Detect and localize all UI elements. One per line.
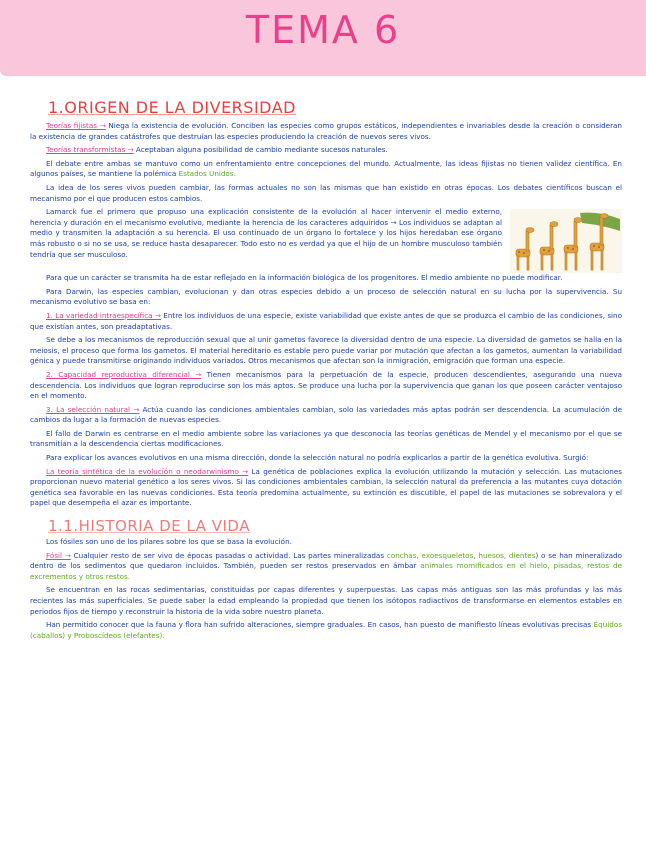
paragraph-sintetica: [30, 467, 622, 509]
fosil-highlight-1: conchas, exoesqueletos, huesos, dientes: [386, 550, 536, 560]
lamarck-block: [30, 207, 622, 273]
term-transformistas: Teorías transformistas →: [46, 145, 134, 155]
paragraph-fosiles-intro: Los fósiles son uno de los pilares sobre los que se basa la evolución.: [46, 537, 292, 547]
paragraph-fosil: [30, 551, 622, 583]
paragraph-darwin: Para Darwin, las especies cambian, evolucionan y dan otras especies debido a un proceso de selección natural en su lucha por la supervivencia. Su mecanismo evolutivo se basa en:: [30, 286, 622, 307]
transformistas-text: Aceptaban alguna posibilidad de cambio mediante sucesos naturales.: [133, 145, 388, 155]
fauna-highlight: Équidos (caballos) y Proboscídeos (elefantes).: [30, 620, 622, 640]
seleccion-text: Actúa cuando las condiciones ambientales cambian, solo las variedades más aptas podrán ser descendencia. La acumulación de cambios da lugar a la formación de nuevas especies.: [30, 404, 622, 425]
term-seleccion: 3. La selección natural →: [46, 404, 140, 414]
giraffes-illustration: [510, 209, 622, 273]
section-heading-history: 1.1.HISTORIA DE LA VIDA: [48, 517, 250, 536]
fosil-text: Cualquier resto de ser vivo de épocas pasadas o actividad. Las partes mineralizadas: [70, 550, 387, 560]
term-fijistas: Teorías fijistas →: [46, 121, 106, 130]
paragraph-rocas: Se encuentran en las rocas sedimentarias, constituidas por capas diferentes y superpuestas. Las capas más antiguas son las más profundas y las más recientes las más superficiales. Se puede saber la edad empleando la propiedad que tienen los isótopos radiactivos de transformarse en elementos estables en periodos fijos de tiempo y reconstruir la historia de la vida sobre nuestro planeta.: [30, 585, 622, 616]
capacidad-text: Tienen mecanismos para la perpetuación de la especie, producen descendientes, asegurando una nueva descendencia. Los individuos que logran reproducirse son los más aptos. Se produce una lucha por la supervivencia que ganan los que poseen carácter ventajoso en el momento.: [30, 369, 622, 401]
paragraph-explicar: Para explicar los avances evolutivos en una misma dirección, donde la selección natural no podría explicarlos a partir de la genética evolutiva. Surgió:: [46, 453, 589, 463]
fauna-text: Han permitido conocer que la fauna y flora han sufrido alteraciones, siempre graduales. En casos, han puesto de manifiesto líneas evolutivas precisas: [46, 620, 594, 630]
section-heading-origin: 1.ORIGEN DE LA DIVERSIDAD: [48, 98, 296, 117]
paragraph-fallo: El fallo de Darwin es centrarse en el medio ambiente sobre las variaciones ya que desconocía las teorías genéticas de Mendel y el mecanismo por el que se transmitían a la descendencia ciertas modificaciones.: [30, 428, 622, 449]
fosil-text-2: ) o se han mineralizado dentro de los sedimentos que quedaron incluidos. También, pueden ser restos preservados en ámbar: [30, 550, 622, 571]
term-fosil: Fósil →: [46, 550, 71, 560]
variedad-text: Entre los individuos de una especie, existe variabilidad que existe antes de que se produzca el cambio de las condiciones, sino que existían antes, son preadaptativas.: [30, 310, 623, 331]
term-capacidad: 2. Capacidad reproductiva diferencial →: [46, 369, 202, 379]
page-title: TEMA 6: [245, 8, 401, 52]
paragraph-fauna: [30, 620, 622, 641]
list-item-capacidad: [30, 370, 622, 402]
paragraph-caracter: Para que un carácter se transmita ha de estar reflejado en la información biológica de los progenitores. El medio ambiente no puede modificar.: [46, 273, 563, 283]
paragraph-transformistas: [30, 145, 622, 156]
paragraph-gametos: Se debe a los mecanismos de reproducción sexual que al unir gametos favorece la diversidad dentro de una especie. La diversidad de gametos se halla en la meiosis, el proceso que forma los gametos. El material hereditario es estable pero puede variar por mutación que afectan a los gametos, aumentan la variabilidad génica y puede transmitirse originando individuos variados. Otros mecanismos que afectan son la inmigración, emigración que forman una especie.: [30, 335, 622, 366]
list-item-variedad: [30, 311, 622, 332]
debate-text: El debate entre ambas se mantuvo como un enfrentamiento entre concepciones del mundo. Actualmente, las ideas fijistas no tienen validez científica. En algunos países, se mantiene la polémica: [30, 158, 622, 179]
document-body: [30, 98, 622, 644]
list-item-seleccion: [30, 405, 622, 426]
sintetica-text: La genética de poblaciones explica la evolución utilizando la mutación y selección. Las mutaciones proporcionan nuevo material genético a los seres vivos. Si las condiciones ambientales cambian, la selección natural da preferencia a las mutantes cuya dotación genética sea favorable en las nuevas condiciones. Esta teoría predomina actualmente, su extinción es discutible, el papel de las mutaciones se sobrevalora y el papel que desempeña el azar es importante.: [30, 466, 623, 508]
header-banner: [0, 0, 646, 76]
paragraph-lamarck: Lamarck fue el primero que propuso una explicación consistente de la evolución al hacer intervenir el medio externo, herencia y duración en el mecanismo evolutivo, mediante la herencia de los caracteres adquiridos → Los individuos se adaptan al medio y transmiten la adaptación a su herencia. El uso continuado de un órgano lo fortalece y los hijos heredaban ese órgano más robusto o si no se usa, se reduce hasta desaparecer. Todo esto no es verdad ya que el hijo de un hombre musculoso también tendría que ser musculoso.: [30, 207, 502, 259]
paragraph-debate: [30, 159, 622, 180]
fosil-highlight-2: animales momificados en el hielo, pisadas, restos de excrementos y otros restos.: [30, 561, 622, 581]
paragraph-idea: La idea de los seres vivos pueden cambiar, las formas actuales no son las mismas que han existido en otras épocas. Los debates científicos buscan el mecanismo por el que producen estos cambios.: [30, 182, 622, 203]
paragraph-fijistas: [30, 121, 622, 142]
term-sintetica: La teoría sintética de la evolución o neodarwinismo →: [46, 466, 249, 476]
fijistas-text: Niega la existencia de evolución. Conciben las especies como grupos estáticos, independientes e invariables desde la creación o consideran la existencia de grandes catástrofes que destruían las especies produciendo la creación de nuevos seres vivos.: [30, 121, 622, 141]
debate-highlight: Estados Unidos.: [178, 169, 236, 179]
term-variedad: 1. La variedad intraespecífica →: [46, 310, 161, 320]
